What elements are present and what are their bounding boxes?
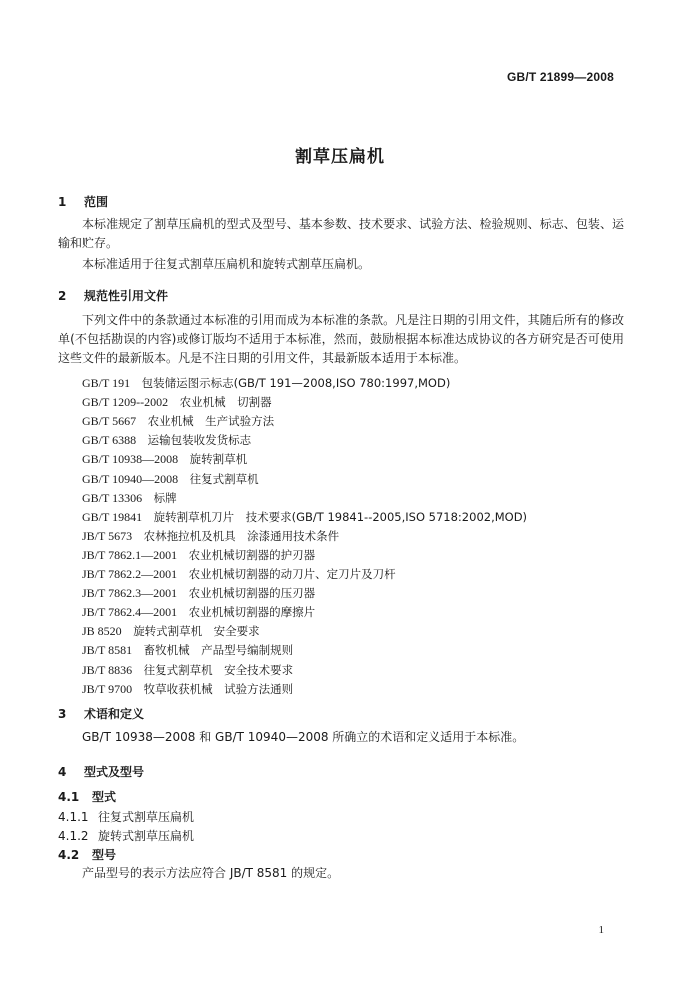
section-1-paragraph-1: 本标准规定了割草压扁机的型式及型号、基本参数、技术要求、试验方法、检验规则、标志、包装、运输和贮存。 <box>58 217 624 250</box>
reference-code: GB/T 191 <box>82 376 131 390</box>
reference-code: JB/T 7862.2—2001 <box>82 567 178 581</box>
reference-code: GB/T 5667 <box>82 414 137 429</box>
reference-item <box>82 432 251 448</box>
reference-separator <box>177 567 189 581</box>
document-title: 割草压扁机 <box>295 147 385 167</box>
section-1-paragraph-2: 本标准适用于往复式割草压扁机和旋转式割草压扁机。 <box>82 257 371 271</box>
reference-code: JB 8520 <box>82 624 122 639</box>
reference-title: 运输包装收发货标志 <box>147 433 252 448</box>
reference-separator <box>132 682 144 696</box>
reference-separator <box>177 605 189 619</box>
reference-title: 旋转式割草机 安全要求 <box>133 624 260 639</box>
reference-code: GB/T 10938—2008 <box>82 452 179 467</box>
reference-title: 农业机械切割器的压刃器 <box>188 586 316 601</box>
reference-item <box>82 585 315 601</box>
section-number: 2 <box>58 289 67 303</box>
section-2-heading <box>58 287 168 304</box>
reference-code: JB/T 8581 <box>82 643 133 658</box>
reference-item <box>82 604 315 620</box>
section-number: 1 <box>58 195 67 209</box>
reference-code: GB/T 1209--2002 <box>82 395 169 410</box>
reference-item <box>82 547 315 563</box>
reference-title: 包装储运图示标志(GB/T 191—2008,ISO 780:1997,MOD) <box>141 376 451 390</box>
reference-title: 农林拖拉机及机具 涂漆通用技术条件 <box>143 528 340 543</box>
section-title: 型式 <box>92 790 117 804</box>
section-4-2-heading <box>58 846 116 863</box>
reference-item <box>82 413 274 429</box>
reference-title: 农业机械切割器的动刀片、定刀片及刀杆 <box>188 567 396 581</box>
reference-title: 旋转割草机刀片 技术要求(GB/T 19841--2005,ISO 5718:2002,MOD) <box>153 509 528 524</box>
reference-title: 农业机械切割器的摩擦片 <box>188 605 316 620</box>
section-4-1-2-heading <box>58 827 194 844</box>
reference-item <box>82 528 339 544</box>
reference-item <box>82 566 396 582</box>
reference-item <box>82 451 247 467</box>
reference-code: GB/T 6388 <box>82 433 137 448</box>
section-number: 4.1.1 <box>58 810 89 824</box>
section-1-heading <box>58 193 108 210</box>
reference-code: JB/T 7862.4—2001 <box>82 605 178 620</box>
section-title: 范围 <box>84 195 109 209</box>
reference-title: 牧草收获机械 试验方法通则 <box>143 681 294 696</box>
reference-code: JB/T 8836 <box>82 662 133 677</box>
reference-item <box>82 490 177 506</box>
section-number: 4 <box>58 765 67 779</box>
reference-title: 农业机械 生产试验方法 <box>147 414 275 429</box>
reference-code: GB/T 19841 <box>82 509 143 524</box>
reference-separator <box>132 529 144 543</box>
reference-title: 农业机械 切割器 <box>179 395 272 410</box>
reference-separator <box>178 472 190 486</box>
section-4-2-paragraph-1: 产品型号的表示方法应符合 JB/T 8581 的规定。 <box>82 866 340 880</box>
reference-separator <box>136 433 148 447</box>
reference-separator <box>130 376 142 390</box>
reference-title: 旋转割草机 <box>189 452 248 467</box>
section-3-paragraph-1: GB/T 10938—2008 和 GB/T 10940—2008 所确立的术语和定义适用于本标准。 <box>82 730 525 744</box>
reference-item <box>82 681 293 697</box>
reference-item <box>82 509 527 525</box>
reference-separator <box>132 643 144 657</box>
section-number: 3 <box>58 707 67 721</box>
reference-item <box>82 471 259 487</box>
reference-code: GB/T 13306 <box>82 490 143 505</box>
section-title: 旋转式割草压扁机 <box>98 829 195 843</box>
reference-separator <box>177 586 189 600</box>
section-title: 术语和定义 <box>84 707 145 721</box>
reference-separator <box>136 414 148 428</box>
section-number: 4.1 <box>58 790 80 804</box>
reference-code: JB/T 7862.3—2001 <box>82 586 178 601</box>
reference-code: JB/T 7862.1—2001 <box>82 547 178 562</box>
section-3-heading <box>58 705 144 722</box>
reference-title: 标牌 <box>153 490 177 505</box>
reference-item <box>82 394 272 410</box>
reference-separator <box>168 395 180 409</box>
section-title: 型式及型号 <box>84 765 145 779</box>
section-number: 4.2 <box>58 848 80 862</box>
reference-separator <box>178 452 190 466</box>
section-title: 型号 <box>92 848 117 862</box>
reference-separator <box>142 491 154 505</box>
standard-number: GB/T 21899—2008 <box>506 70 614 84</box>
section-number: 4.1.2 <box>58 829 89 843</box>
section-4-1-1-heading <box>58 808 194 825</box>
reference-item <box>82 642 293 658</box>
section-4-heading <box>58 763 144 780</box>
reference-item <box>82 623 260 639</box>
reference-title: 农业机械切割器的护刃器 <box>188 547 316 562</box>
page-number: 1 <box>598 924 604 936</box>
reference-code: GB/T 10940—2008 <box>82 471 179 486</box>
reference-separator <box>142 510 154 524</box>
reference-separator <box>132 663 144 677</box>
reference-item <box>82 375 450 391</box>
reference-title: 往复式割草机 安全技术要求 <box>143 662 294 677</box>
reference-title: 往复式割草机 <box>189 471 259 486</box>
reference-separator <box>122 624 134 638</box>
reference-separator <box>177 548 189 562</box>
reference-code: JB/T 9700 <box>82 681 133 696</box>
section-2-paragraph-1: 下列文件中的条款通过本标准的引用而成为本标准的条款。凡是注日期的引用文件，其随后所有的修改单(不包括勘误的内容)或修订版均不适用于本标准，然而，鼓励根据本标准达成协议的各方研究是否可使用这些文件的最新版本。凡是不注日期的引用文件，其最新版本适用于本标准。 <box>58 313 624 365</box>
section-4-1-heading <box>58 788 116 805</box>
section-title: 往复式割草压扁机 <box>98 810 195 824</box>
reference-item <box>82 662 293 678</box>
section-title: 规范性引用文件 <box>84 289 169 303</box>
reference-title: 畜牧机械 产品型号编制规则 <box>143 643 294 658</box>
reference-code: JB/T 5673 <box>82 528 133 543</box>
